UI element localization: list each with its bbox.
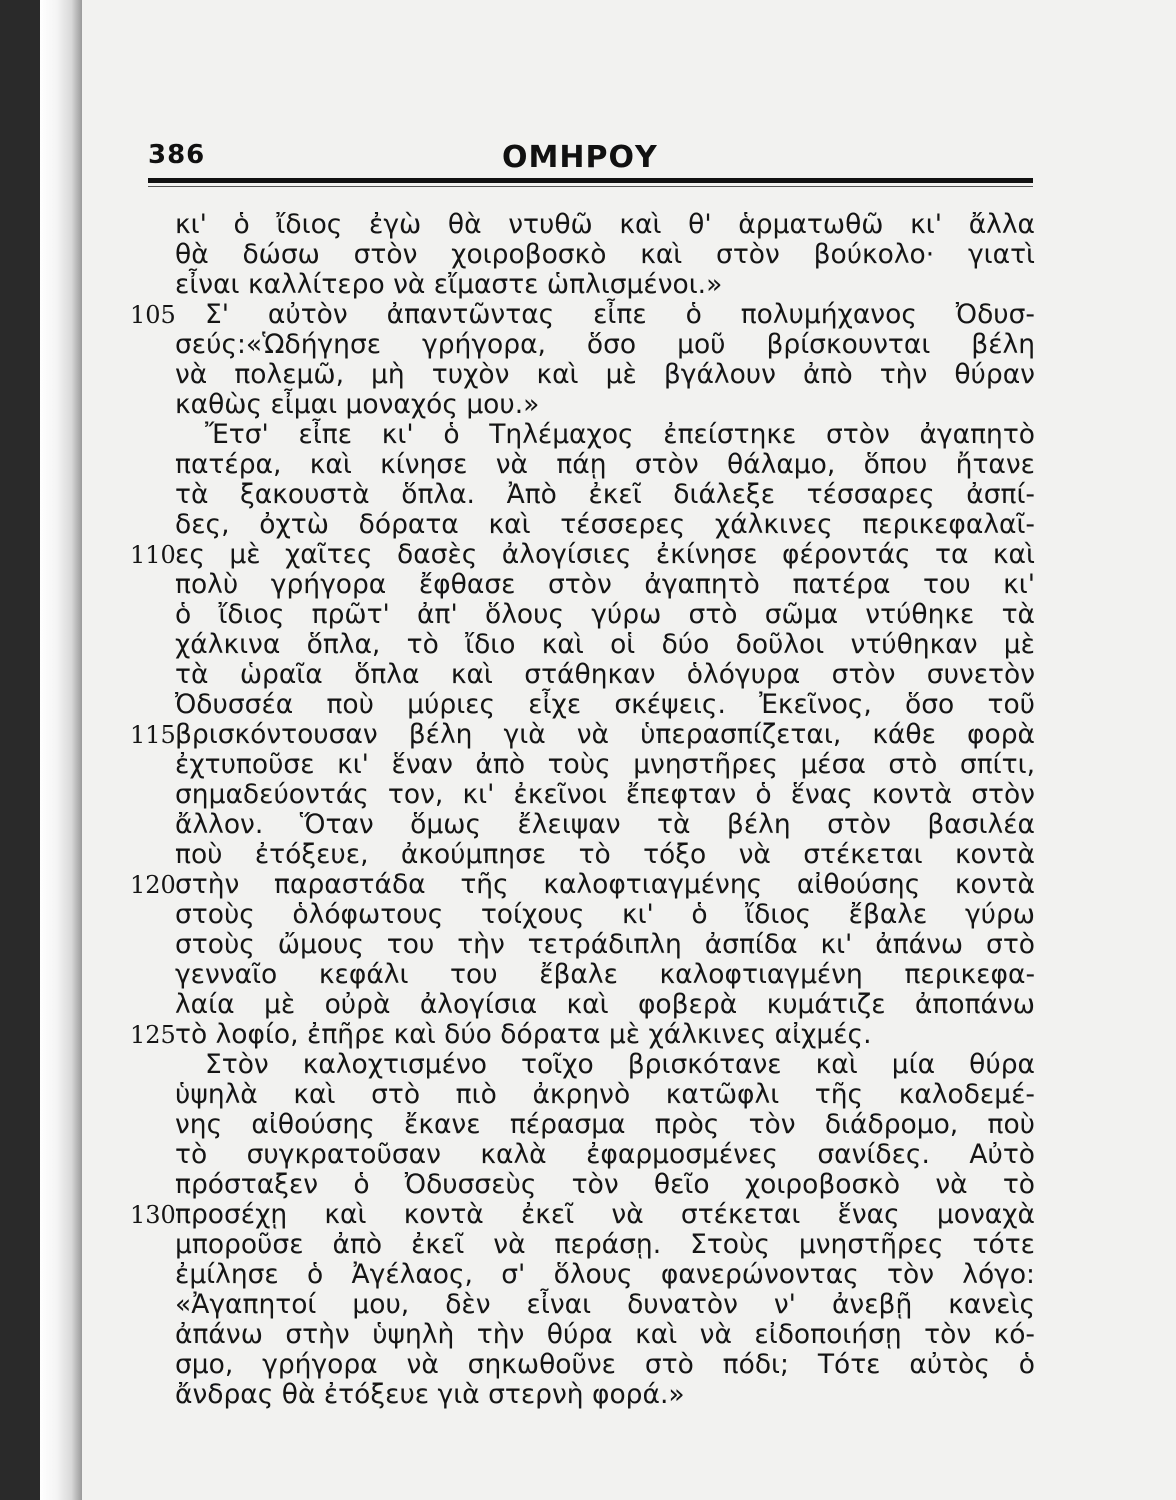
text-line: ὑψηλὰ καὶ στὸ πιὸ ἀκρηνὸ κατῶφλι τῆς καλοδεμέ-	[175, 1079, 1035, 1110]
text-line: εἶναι καλλίτερο νὰ εἴμαστε ὡπλισμένοι.»	[175, 269, 723, 300]
text-line: ἐμίλησε ὁ Ἀγέλαος, σ' ὅλους φανερώνοντας τὸν λόγο:	[175, 1259, 1035, 1290]
text-line: σημαδεύοντάς τον, κι' ἐκεῖνοι ἔπεφταν ὁ ἕνας κοντὰ στὸν	[175, 779, 1035, 810]
text-line: ἄλλον. Ὅταν ὅμως ἔλειψαν τὰ βέλη στὸν βασιλέα	[175, 809, 1035, 840]
text-line: τὰ ξακουστὰ ὅπλα. Ἀπὸ ἐκεῖ διάλεξε τέσσαρες ἀσπί-	[175, 479, 1035, 510]
text-line: κι' ὁ ἴδιος ἐγὼ θὰ ντυθῶ καὶ θ' ἁρματωθῶ κι' ἄλλα	[175, 209, 1035, 240]
text-line: «Ἀγαπητοί μου, δὲν εἶναι δυνατὸν ν' ἀνεβῇ κανεὶς	[175, 1289, 1035, 1320]
text-line: καθὼς εἶμαι μοναχός μου.»	[175, 389, 540, 420]
text-line: τὸ συγκρατοῦσαν καλὰ ἐφαρμοσμένες σανίδες. Αὐτὸ	[175, 1139, 1035, 1170]
line-number: 130	[130, 1201, 176, 1229]
text-line: ἄνδρας θὰ ἐτόξευε γιὰ στερνὴ φορά.»	[175, 1379, 685, 1410]
text-line: ποὺ ἐτόξευε, ἀκούμπησε τὸ τόξο νὰ στέκεται κοντὰ	[175, 839, 1035, 870]
text-line: νὰ πολεμῶ, μὴ τυχὸν καὶ μὲ βγάλουν ἀπὸ τὴν θύραν	[175, 359, 1035, 390]
body-text	[175, 210, 1035, 1410]
book-page	[40, 0, 1176, 1500]
text-line: Σ' αὐτὸν ἀπαντῶντας εἶπε ὁ πολυμήχανος Ὀδυσ-	[205, 299, 1035, 330]
text-line: τὸ λοφίο, ἐπῆρε καὶ δύο δόρατα μὲ χάλκινες αἰχμές.	[175, 1019, 872, 1050]
text-line: Στὸν καλοχτισμένο τοῖχο βρισκότανε καὶ μία θύρα	[205, 1049, 1035, 1080]
page-edge	[40, 0, 82, 1500]
text-line: πρόσταξεν ὁ Ὀδυσσεὺς τὸν θεῖο χοιροβοσκὸ νὰ τὸ	[175, 1169, 1035, 1200]
text-line: θὰ δώσω στὸν χοιροβοσκὸ καὶ στὸν βούκολο· γιατὶ	[175, 239, 1035, 270]
text-line: νης αἰθούσης ἔκανε πέρασμα πρὸς τὸν διάδρομο, ποὺ	[175, 1109, 1035, 1140]
text-line: γενναῖο κεφάλι του ἔβαλε καλοφτιαγμένη περικεφα-	[175, 959, 1035, 990]
text-line: τὰ ὡραῖα ὅπλα καὶ στάθηκαν ὁλόγυρα στὸν συνετὸν	[175, 659, 1035, 690]
header-rule	[148, 178, 1033, 183]
line-number: 125	[130, 1021, 176, 1049]
running-title: ΟΜΗΡΟΥ	[502, 140, 658, 175]
text-line: βρισκόντουσαν βέλη γιὰ νὰ ὑπερασπίζεται, κάθε φορὰ	[175, 719, 1035, 750]
text-line: ἀπάνω στὴν ὑψηλὴ τὴν θύρα καὶ νὰ εἰδοποιήσῃ τὸν κό-	[175, 1319, 1035, 1350]
text-line: λαία μὲ οὐρὰ ἀλογίσια καὶ φοβερὰ κυμάτιζε ἀποπάνω	[175, 989, 1035, 1020]
text-line: σμο, γρήγορα νὰ σηκωθοῦνε στὸ πόδι; Τότε αὐτὸς ὁ	[175, 1349, 1035, 1380]
text-line: πολὺ γρήγορα ἔφθασε στὸν ἀγαπητὸ πατέρα του κι'	[175, 569, 1035, 600]
line-number: 115	[130, 721, 176, 749]
text-line: στοὺς ὁλόφωτους τοίχους κι' ὁ ἴδιος ἔβαλε γύρω	[175, 899, 1035, 930]
text-line: ες μὲ χαῖτες δασὲς ἀλογίσιες ἐκίνησε φέροντάς τα καὶ	[175, 539, 1035, 570]
line-number: 120	[130, 871, 176, 899]
text-line: στὴν παραστάδα τῆς καλοφτιαγμένης αἰθούσης κοντὰ	[175, 869, 1035, 900]
text-line: ἐχτυποῦσε κι' ἕναν ἀπὸ τοὺς μνηστῆρες μέσα στὸ σπίτι,	[175, 749, 1035, 780]
text-line: στοὺς ὤμους του τὴν τετράδιπλη ἀσπίδα κι' ἀπάνω στὸ	[175, 929, 1035, 960]
text-line: χάλκινα ὅπλα, τὸ ἴδιο καὶ οἱ δύο δοῦλοι ντύθηκαν μὲ	[175, 629, 1035, 660]
text-line: Ἔτσ' εἶπε κι' ὁ Τηλέμαχος ἐπείστηκε στὸν ἀγαπητὸ	[205, 419, 1035, 450]
page-number: 386	[148, 140, 206, 170]
text-line: ὁ ἴδιος πρῶτ' ἀπ' ὅλους γύρω στὸ σῶμα ντύθηκε τὰ	[175, 599, 1035, 630]
text-line: Ὀδυσσέα ποὺ μύριες εἶχε σκέψεις. Ἐκεῖνος, ὅσο τοῦ	[175, 689, 1035, 720]
line-number: 110	[130, 541, 176, 569]
page-header	[148, 140, 1048, 180]
text-line: δες, ὀχτὼ δόρατα καὶ τέσσερες χάλκινες περικεφαλαῖ-	[175, 509, 1035, 540]
line-number: 105	[130, 301, 176, 329]
text-line: σεύς:«Ὡδήγησε γρήγορα, ὅσο μοῦ βρίσκουνται βέλη	[175, 329, 1035, 360]
header-rule-thin	[148, 186, 1033, 187]
text-line: μποροῦσε ἀπὸ ἐκεῖ νὰ περάσῃ. Στοὺς μνηστῆρες τότε	[175, 1229, 1035, 1260]
text-line: πατέρα, καὶ κίνησε νὰ πάῃ στὸν θάλαμο, ὅπου ἤτανε	[175, 449, 1035, 480]
text-line: προσέχῃ καὶ κοντὰ ἐκεῖ νὰ στέκεται ἕνας μοναχὰ	[175, 1199, 1035, 1230]
